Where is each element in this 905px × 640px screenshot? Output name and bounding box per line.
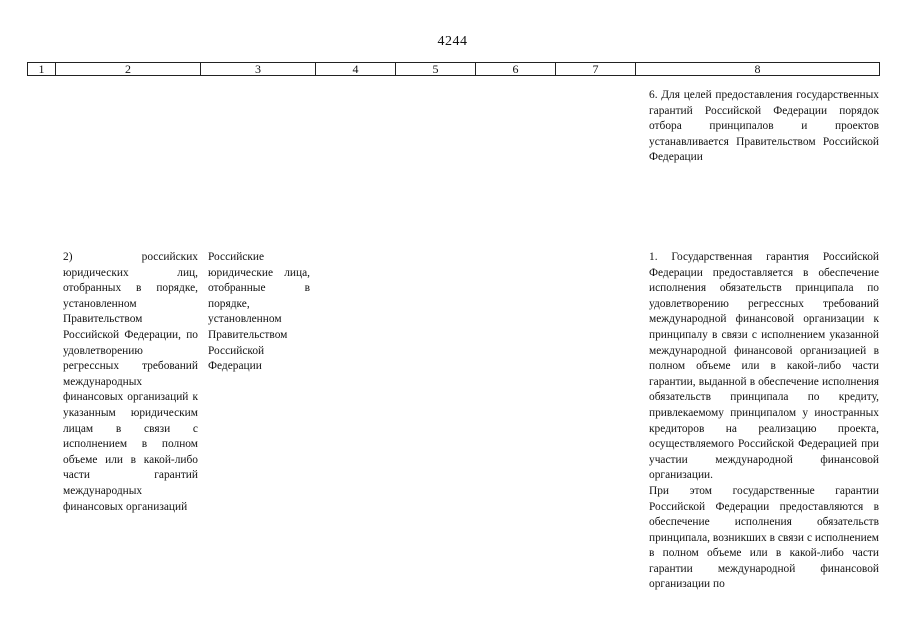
column-number-row <box>28 63 880 76</box>
column-number-8: 8 <box>636 63 880 76</box>
column-number-5: 5 <box>396 63 476 76</box>
column-number-2: 2 <box>56 63 201 76</box>
clause-1-paragraph: 1. Государственная гарантия Российской Федерации предоставляется в обеспечение исполнения обязательств принципала по удовлетворению регрессных требований международной финансовой организации к принципалу в связи с исполнением указанной международной финансовой организацией в полном объеме или в какой-либо части гарантии, выданной в обеспечение исполнения обязательств принципала по кредиту, привлекаемому принципалом у иностранных кредиторов на реализацию проекта, осуществляемого Российской Федерацией при участии международной финансовой организации. <box>649 251 879 482</box>
column-number-6: 6 <box>476 63 556 76</box>
column-number-1: 1 <box>28 63 56 76</box>
column-number-4: 4 <box>316 63 396 76</box>
clause-1-continuation: При этом государственные гарантии Российской Федерации предоставляются в обеспечение исполнения обязательств принципала, возникших в связи с исполнением в полном объеме или в какой-либо части гарантии международной финансовой организации по <box>649 484 879 591</box>
column-2-recipients: 2) российских юридических лиц, отобранных в порядке, установленном Правительством Российской Федерации, по удовлетворению регрессных требований международных финансовых организаций к указанным юридическим лицам в связи с исполнением в полном объеме или в какой-либо части гарантий международных финансовых организаций <box>63 251 198 513</box>
column-number-7: 7 <box>556 63 636 76</box>
column-8-clause-6: 6. Для целей предоставления государственных гарантий Российской Федерации порядок отбора принципалов и проектов устанавливается Правительством Российской Федерации <box>649 89 879 164</box>
column-3-principals: Российские юридические лица, отобранные в порядке, установленном Правительством Российской Федерации <box>208 251 310 373</box>
column-number-header <box>27 62 880 76</box>
column-number-3: 3 <box>201 63 316 76</box>
column-8-clause-1 <box>649 250 879 593</box>
page-number: 4244 <box>437 34 468 49</box>
